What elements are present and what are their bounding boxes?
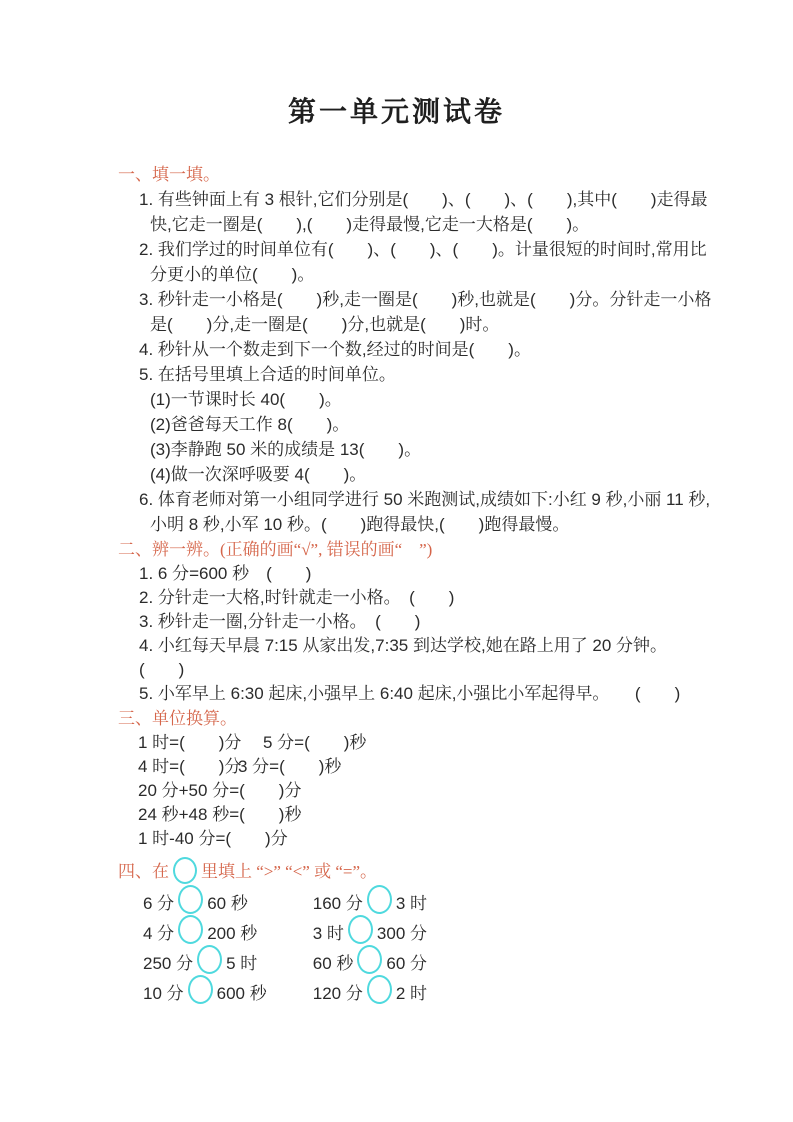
s1-q5-sub3: (3)李静跑 50 米的成绩是 13( )。 xyxy=(150,440,422,459)
compare-left-value: 60 秒 xyxy=(312,954,354,973)
s2-q4-line1: 4. 小红每天早晨 7:15 从家出发,7:35 到达学校,她在路上用了 20 分钟。 xyxy=(139,636,668,655)
compare-row-3 xyxy=(143,949,793,979)
compare-right-value: 60 秒 xyxy=(207,894,248,913)
s1-q6-line1: 6. 体育老师对第一小组同学进行 50 米跑测试,成绩如下:小红 9 秒,小丽 11 秒, xyxy=(139,490,711,509)
compare-circle-icon xyxy=(348,915,373,944)
compare-circle-icon xyxy=(173,857,197,884)
compare-circle-icon xyxy=(197,945,222,974)
s3-row3: 20 分+50 分=( )分 xyxy=(138,781,302,800)
page-title: 第一单元测试卷 xyxy=(287,97,505,128)
section4-heading-post: 里填上 “>” “<” 或 “=”。 xyxy=(201,862,378,881)
compare-circle-icon xyxy=(178,885,203,914)
s1-q3-line2: 是( )分,走一圈是( )分,也就是( )时。 xyxy=(150,315,500,334)
compare-circle-icon xyxy=(178,915,203,944)
compare-right-value: 200 秒 xyxy=(207,924,258,943)
s1-q5: 5. 在括号里填上合适的时间单位。 xyxy=(139,365,396,384)
s2-q2: 2. 分针走一大格,时针就走一小格。 ( ) xyxy=(139,588,455,607)
compare-circle-icon xyxy=(357,945,382,974)
compare-row-2 xyxy=(143,919,793,949)
compare-circle-icon xyxy=(367,975,392,1004)
s3-row1-col1: 1 时=( )分 xyxy=(138,733,242,752)
s3-row2-col2: 3 分=( )秒 xyxy=(238,757,342,776)
s1-q3-line1: 3. 秒针走一小格是( )秒,走一圈是( )秒,也就是( )分。分针走一小格 xyxy=(139,290,712,309)
s2-q3: 3. 秒针走一圈,分针走一小格。 ( ) xyxy=(139,612,421,631)
section-compare xyxy=(0,855,793,1009)
compare-pair xyxy=(143,919,308,949)
s1-q2-line1: 2. 我们学过的时间单位有( )、( )、( )。计量很短的时间时,常用比 xyxy=(139,240,707,259)
section3-heading: 三、单位换算。 xyxy=(118,709,237,728)
compare-left-value: 160 分 xyxy=(312,894,363,913)
section-true-false xyxy=(0,537,793,706)
compare-pair xyxy=(313,949,427,979)
compare-pair xyxy=(143,979,308,1009)
compare-left-value: 3 时 xyxy=(312,924,344,943)
compare-right-value: 2 时 xyxy=(395,984,428,1003)
section-fill-in-blanks xyxy=(0,162,793,537)
compare-circle-icon xyxy=(188,975,213,1004)
compare-right-value: 3 时 xyxy=(395,894,428,913)
s3-row4: 24 秒+48 秒=( )秒 xyxy=(138,805,302,824)
s1-q5-sub4: (4)做一次深呼吸要 4( )。 xyxy=(150,465,367,484)
s1-q1-line2: 快,它走一圈是( ),( )走得最慢,它走一大格是( )。 xyxy=(150,215,590,234)
compare-pair xyxy=(313,889,427,919)
s3-row1-col2: 5 分=( )秒 xyxy=(263,733,367,752)
s2-q1: 1. 6 分=600 秒 ( ) xyxy=(139,564,312,583)
compare-right-value: 300 分 xyxy=(376,924,428,943)
section2-heading: 二、辨一辨。(正确的画“√”, 错误的画“ ”) xyxy=(118,540,433,559)
compare-left-value: 6 分 xyxy=(143,894,175,913)
s1-q6-line2: 小明 8 秒,小军 10 秒。( )跑得最快,( )跑得最慢。 xyxy=(150,515,570,534)
section1-heading: 一、填一填。 xyxy=(118,165,220,184)
compare-row-4 xyxy=(143,979,793,1009)
compare-right-value: 60 分 xyxy=(386,954,428,973)
s2-q4-line2: ( ) xyxy=(139,660,185,679)
s1-q5-sub1: (1)一节课时长 40( )。 xyxy=(150,390,342,409)
s1-q5-sub2: (2)爸爸每天工作 8( )。 xyxy=(150,415,350,434)
s3-row1 xyxy=(138,731,793,755)
compare-left-value: 4 分 xyxy=(143,924,175,943)
compare-left-value: 250 分 xyxy=(143,954,194,973)
section4-heading-pre: 四、在 xyxy=(118,862,169,881)
compare-left-value: 120 分 xyxy=(312,984,363,1003)
compare-row-1 xyxy=(143,889,793,919)
compare-right-value: 5 时 xyxy=(226,954,258,973)
s1-q2-line2: 分更小的单位( )。 xyxy=(150,265,315,284)
compare-circle-icon xyxy=(367,885,392,914)
compare-right-value: 600 秒 xyxy=(216,984,267,1003)
s3-row5: 1 时-40 分=( )分 xyxy=(138,829,288,848)
s3-row2-col1: 4 时=( )分 xyxy=(138,757,242,776)
compare-pair xyxy=(143,949,308,979)
s1-q4: 4. 秒针从一个数走到下一个数,经过的时间是( )。 xyxy=(139,340,531,359)
s3-row2 xyxy=(138,755,793,779)
compare-left-value: 10 分 xyxy=(143,984,184,1003)
compare-pair xyxy=(313,979,427,1009)
section4-heading xyxy=(118,855,793,889)
section-unit-conversion xyxy=(0,706,793,851)
s1-q1-line1: 1. 有些钟面上有 3 根针,它们分别是( )、( )、( ),其中( )走得最 xyxy=(139,190,708,209)
s2-q5: 5. 小军早上 6:30 起床,小强早上 6:40 起床,小强比小军起得早。 ( ) xyxy=(139,684,681,703)
compare-pair xyxy=(143,889,308,919)
